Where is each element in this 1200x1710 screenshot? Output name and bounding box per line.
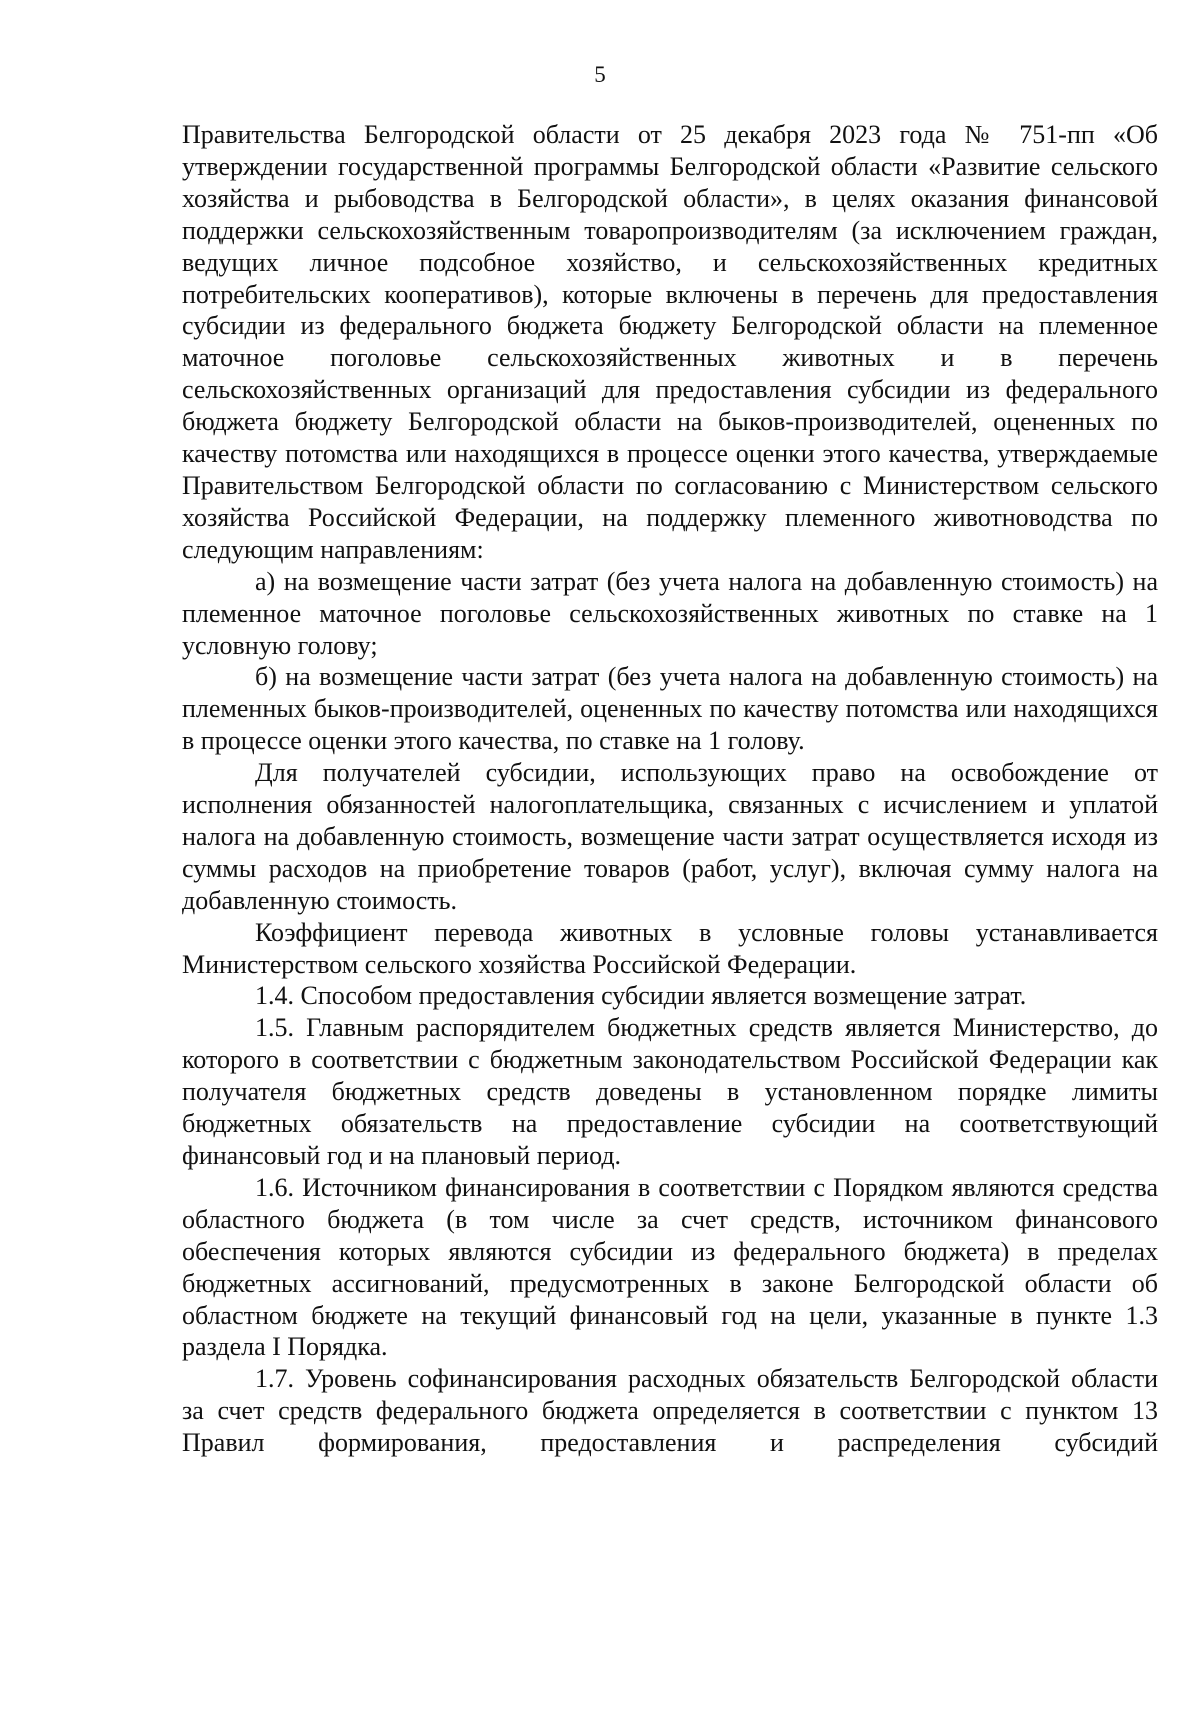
paragraph-1-7: 1.7. Уровень софинансирования расходных обязательств Белгородской области за счет средств федерального бюджета определяется в соответствии с пунктом 13 Правил формирования, предоставления и распределения субсидий	[182, 1364, 1158, 1458]
document-body	[182, 119, 1158, 1459]
paragraph-coefficient: Коэффициент перевода животных в условные головы устанавливается Министерством сельского хозяйства Российской Федерации.	[182, 917, 1158, 979]
paragraph-1-6: 1.6. Источником финансирования в соответствии с Порядком являются средства областного бюджета (в том числе за счет средств, источником финансового обеспечения которых являются субсидии из федерального бюджета) в пределах бюджетных ассигнований, предусмотренных в законе Белгородской области об областном бюджете на текущий финансовый год на цели, указанные в пункте 1.3 раздела I Порядка.	[182, 1172, 1158, 1362]
paragraph-item-b: б) на возмещение части затрат (без учета налога на добавленную стоимость) на племенных быков-производителей, оцененных по качеству потомства или находящихся в процессе оценки этого качества, по ставке на 1 голову.	[182, 662, 1158, 756]
paragraph-intro: Правительства Белгородской области от 25 декабря 2023 года № 751-пп «Об утверждении государственной программы Белгородской области «Развитие сельского хозяйства и рыбоводства в Белгородской области», в целях оказания финансовой поддержки сельскохозяйственным товаропроизводителям (за исключением граждан, ведущих личное подсобное хозяйство, и сельскохозяйственных кредитных потребительских кооперативов), которые включены в перечень для предоставления субсидии из федерального бюджета бюджету Белгородской области на племенное маточное поголовье сельскохозяйственных животных и в перечень сельскохозяйственных организаций для предоставления субсидии из федерального бюджета бюджету Белгородской области на быков-производителей, оцененных по качеству потомства или находящихся в процессе оценки этого качества, утверждаемые Правительством Белгородской области по согласованию с Министерством сельского хозяйства Российской Федерации, на поддержку племенного животноводства по следующим направлениям:	[182, 120, 1158, 564]
paragraph-1-5: 1.5. Главным распорядителем бюджетных средств является Министерство, до которого в соответствии с бюджетным законодательством Российской Федерации как получателя бюджетных средств доведены в установленном порядке лимиты бюджетных обязательств на предоставление субсидии на соответствующий финансовый год и на плановый период.	[182, 1013, 1158, 1170]
paragraph-vat-exempt: Для получателей субсидии, использующих право на освобождение от исполнения обязанностей налогоплательщика, связанных с исчислением и уплатой налога на добавленную стоимость, возмещение части затрат осуществляется исходя из суммы расходов на приобретение товаров (работ, услуг), включая сумму налога на добавленную стоимость.	[182, 758, 1158, 915]
paragraph-item-a: а) на возмещение части затрат (без учета налога на добавленную стоимость) на племенное маточное поголовье сельскохозяйственных животных по ставке на 1 условную голову;	[182, 566, 1158, 660]
paragraph-1-4: 1.4. Способом предоставления субсидии является возмещение затрат.	[255, 981, 1027, 1011]
page-number: 5	[594, 62, 606, 87]
